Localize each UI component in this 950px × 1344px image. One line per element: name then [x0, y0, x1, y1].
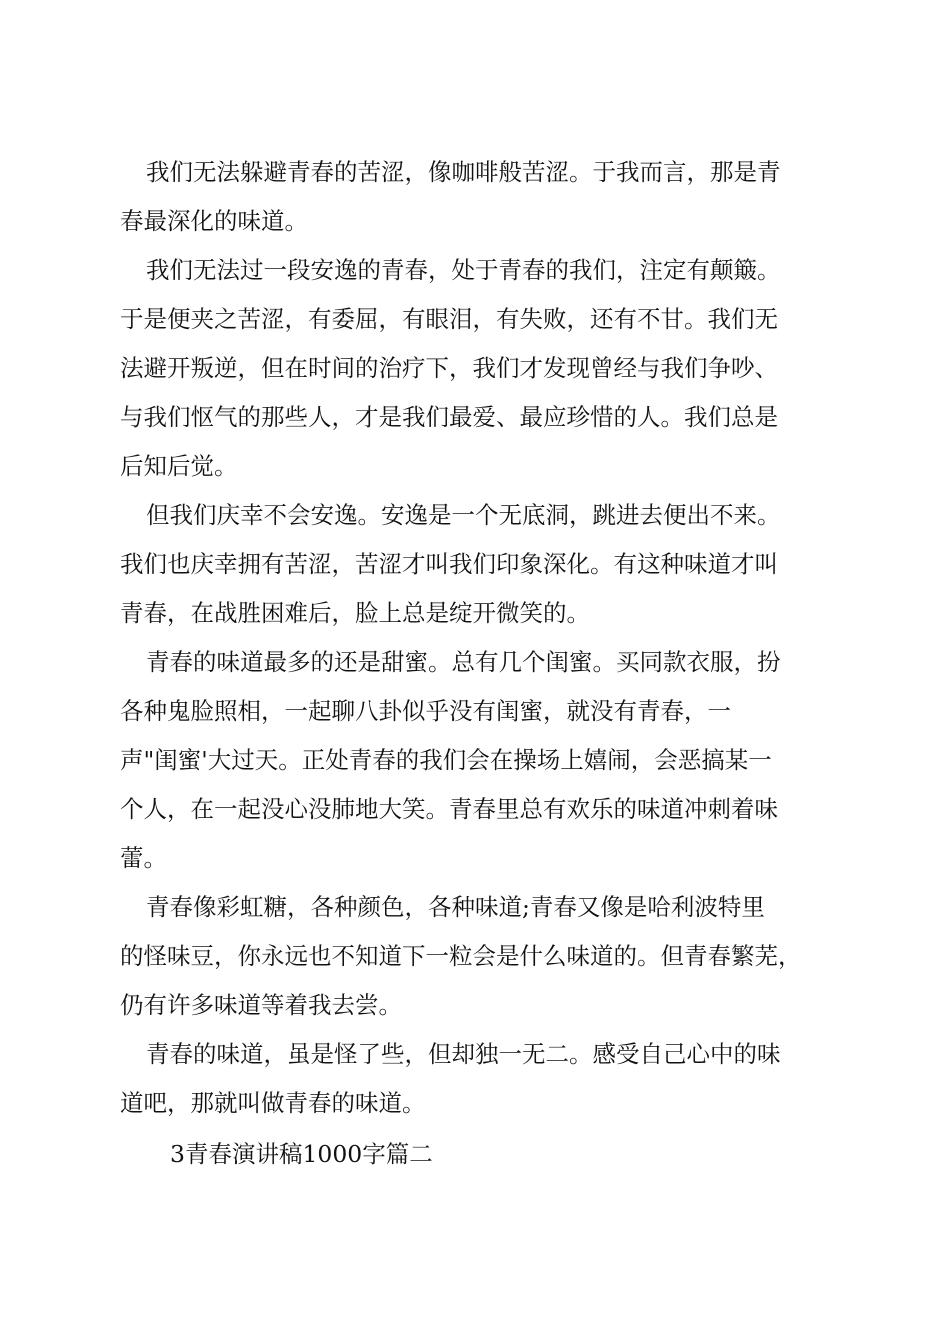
paragraph-5: [120, 883, 832, 1030]
paragraph-line: 仍有许多味道等着我去尝。: [120, 991, 402, 1019]
paragraph-line: 我们无法过一段安逸的青春，处于青春的我们，注定有颠簸。: [146, 256, 781, 284]
paragraph-line: 蕾。: [120, 844, 167, 872]
paragraph-line: 青春的味道，虽是怪了些，但却独一无二。感受自己心中的味: [146, 1040, 781, 1068]
paragraph-6: [120, 1030, 832, 1128]
section-heading: 3青春演讲稿1000字篇二: [170, 1140, 433, 1168]
paragraph-line: 青春像彩虹糖，各种颜色，各种味道;青春又像是哈利波特里: [146, 893, 765, 921]
paragraph-line: 青春的味道最多的还是甜蜜。总有几个闺蜜。买同款衣服，扮: [146, 648, 781, 676]
paragraph-3: [120, 491, 832, 638]
paragraph-2: [120, 246, 832, 491]
paragraph-line: 春最深化的味道。: [120, 207, 308, 235]
paragraph-line: 的怪味豆，你永远也不知道下一粒会是什么味道的。但青春繁芜，: [120, 942, 802, 970]
paragraph-line: 法避开叛逆，但在时间的治疗下，我们才发现曾经与我们争吵、: [120, 354, 778, 382]
paragraph-line: 青春，在战胜困难后，脸上总是绽开微笑的。: [120, 599, 590, 627]
paragraph-line: 各种鬼脸照相，一起聊八卦似乎没有闺蜜，就没有青春，一: [120, 697, 731, 725]
paragraph-1: [120, 148, 832, 246]
paragraph-line: 后知后觉。: [120, 452, 238, 480]
paragraph-line: 于是便夹之苦涩，有委屈，有眼泪，有失败，还有不甘。我们无: [120, 305, 778, 333]
paragraph-line: 个人，在一起没心没肺地大笑。青春里总有欢乐的味道冲刺着味: [120, 795, 778, 823]
paragraph-line: 声"闺蜜'大过天。正处青春的我们会在操场上嬉闹，会恶搞某一: [120, 746, 772, 774]
paragraph-line: 我们无法躲避青春的苦涩，像咖啡般苦涩。于我而言，那是青: [146, 158, 781, 186]
paragraph-line: 与我们怄气的那些人，才是我们最爱、最应珍惜的人。我们总是: [120, 403, 778, 431]
paragraph-line: 道吧，那就叫做青春的味道。: [120, 1089, 426, 1117]
document-body: [120, 148, 832, 1179]
paragraph-line: 我们也庆幸拥有苦涩，苦涩才叫我们印象深化。有这种味道才叫: [120, 550, 778, 578]
paragraph-4: [120, 638, 832, 883]
paragraph-line: 但我们庆幸不会安逸。安逸是一个无底洞，跳进去便出不来。: [146, 501, 781, 529]
